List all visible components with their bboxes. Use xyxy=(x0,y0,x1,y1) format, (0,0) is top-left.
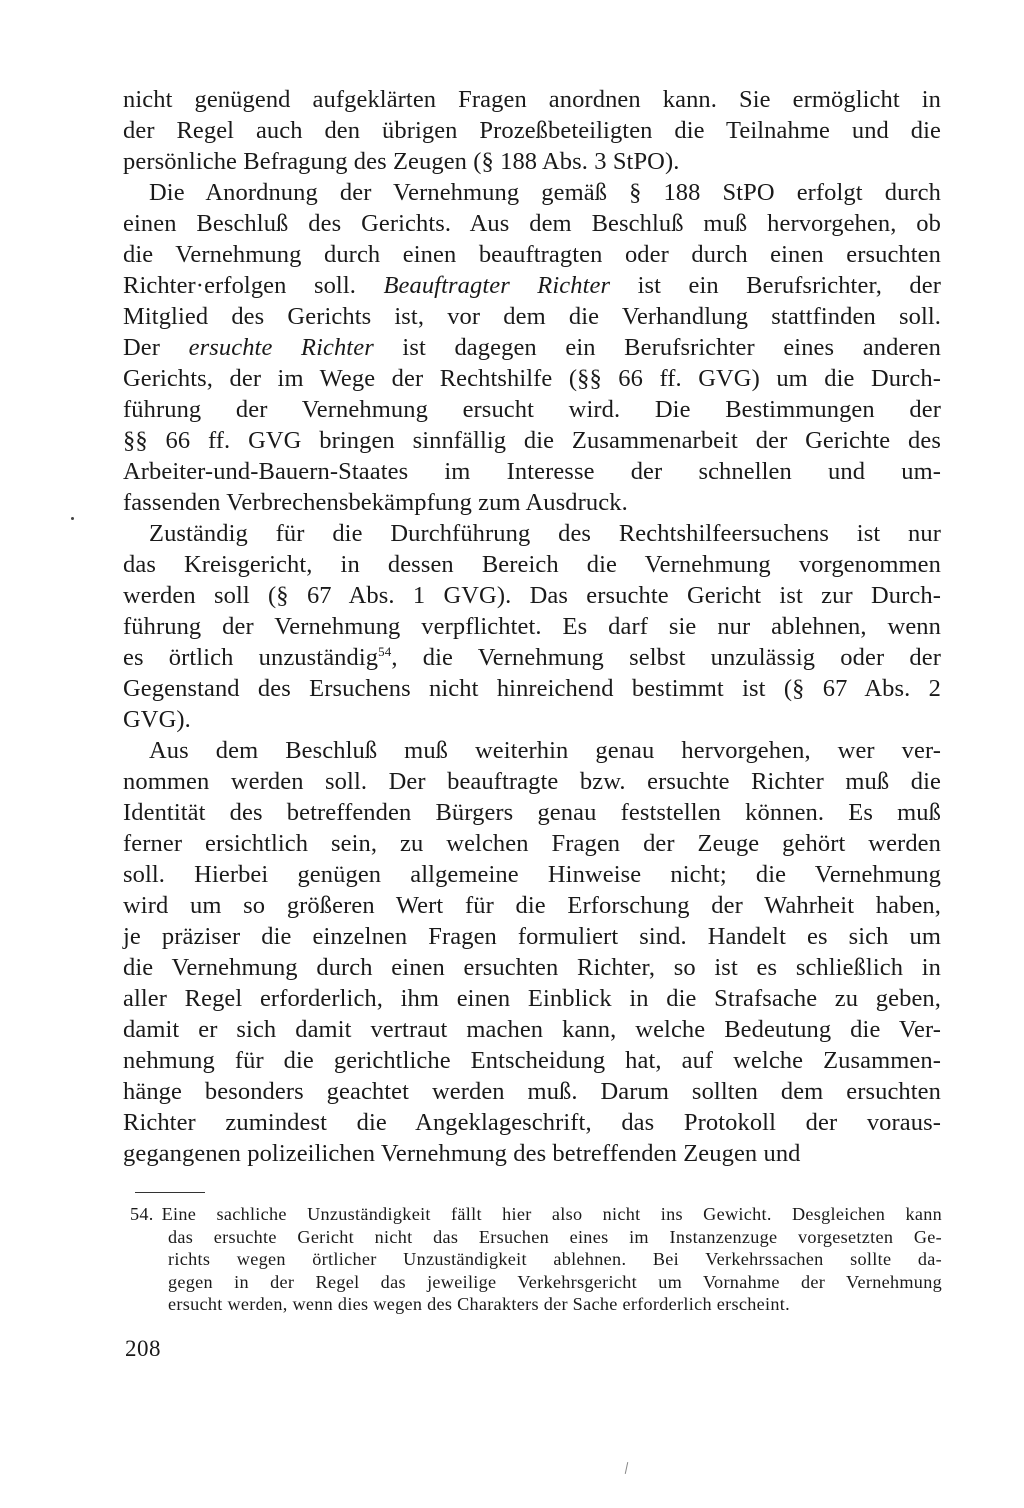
text-line: Richter·erfolgen soll. Beauftragter Richter ist ein Berufsrichter, der xyxy=(123,272,941,299)
text-line: aller Regel erforderlich, ihm einen Einblick in die Strafsache zu geben, xyxy=(123,985,941,1012)
text-line: Mitglied des Gerichts ist, vor dem die Verhandlung stattfinden soll. xyxy=(123,303,941,330)
text-line: Gegenstand des Ersuchens nicht hinreichend bestimmt ist (§ 67 Abs. 2 xyxy=(123,675,941,702)
footnote-line: richts wegen örtlicher Unzuständigkeit ablehnen. Bei Verkehrssachen sollte da- xyxy=(168,1249,942,1270)
text-line: Der ersuchte Richter ist dagegen ein Berufsrichter eines anderen xyxy=(123,334,941,361)
text-line: es örtlich unzuständig$^{54}$, die Vernehmung selbst unzulässig oder der xyxy=(123,644,941,671)
footnote-separator xyxy=(135,1192,205,1193)
footnote-reference: 54 xyxy=(378,644,392,659)
footnote-line: das ersuchte Gericht nicht das Ersuchen eines im Instanzenzuge vorgesetzten Ge- xyxy=(168,1226,942,1247)
footnote-number: 54. xyxy=(130,1204,154,1224)
text-line: werden soll (§ 67 Abs. 1 GVG). Das ersuchte Gericht ist zur Durch- xyxy=(123,582,941,609)
italic-term: ersuchte Richter xyxy=(188,334,374,361)
text-line: soll. Hierbei genügen allgemeine Hinweise nicht; die Vernehmung xyxy=(123,861,941,888)
text-line: persönliche Befragung des Zeugen (§ 188 Abs. 3 StPO). xyxy=(123,148,680,175)
paragraph xyxy=(123,177,941,518)
text-line: hänge besonders geachtet werden muß. Darum sollten dem ersuchten xyxy=(123,1078,941,1105)
text-line: führung der Vernehmung verpflichtet. Es darf sie nur ablehnen, wenn xyxy=(123,613,941,640)
text-line: die Vernehmung durch einen beauftragten oder durch einen ersuchten xyxy=(123,241,941,268)
paragraph xyxy=(123,735,941,1169)
text-line: Zuständig für die Durchführung des Rechtshilfeersuchens ist nur xyxy=(149,520,941,547)
text-line: wird um so größeren Wert für die Erforschung der Wahrheit haben, xyxy=(123,892,941,919)
text-line: je präziser die einzelnen Fragen formuliert sind. Handelt es sich um xyxy=(123,923,941,950)
body-text xyxy=(123,84,941,1169)
text-line: Aus dem Beschluß muß weiterhin genau hervorgehen, wer ver- xyxy=(149,737,941,764)
text-line: GVG). xyxy=(123,706,191,733)
text-line: nicht genügend aufgeklärten Fragen anordnen kann. Sie ermöglicht in xyxy=(123,86,941,113)
text-line: fassenden Verbrechensbekämpfung zum Ausdruck. xyxy=(123,489,628,516)
text-line: einen Beschluß des Gerichts. Aus dem Beschluß muß hervorgehen, ob xyxy=(123,210,941,237)
footnote-block xyxy=(130,1203,942,1316)
page-number: 208 xyxy=(125,1336,161,1361)
margin-dot-mark xyxy=(71,517,74,520)
paragraph xyxy=(123,84,941,177)
italic-term: Beauftragter Richter xyxy=(383,272,611,299)
footnote-line: gegen in der Regel das jeweilige Verkehrsgericht um Vornahme der Vernehmung xyxy=(168,1271,942,1292)
text-line: Richter zumindest die Angeklageschrift, das Protokoll der voraus- xyxy=(123,1109,941,1136)
stray-mark xyxy=(625,1462,629,1474)
footnote-line: ersucht werden, wenn dies wegen des Charakters der Sache erforderlich erscheint. xyxy=(168,1294,790,1315)
text-line: das Kreisgericht, in dessen Bereich die Vernehmung vorgenommen xyxy=(123,551,941,578)
footnote-line: 54. Eine sachliche Unzuständigkeit fällt hier also nicht ins Gewicht. Desgleichen kann xyxy=(130,1204,942,1224)
text-line: die Vernehmung durch einen ersuchten Richter, so ist es schließlich in xyxy=(123,954,941,981)
text-line: nehmung für die gerichtliche Entscheidung hat, auf welche Zusammen- xyxy=(123,1047,941,1074)
text-line: nommen werden soll. Der beauftragte bzw. ersuchte Richter muß die xyxy=(123,768,941,795)
text-line: §§ 66 ff. GVG bringen sinnfällig die Zusammenarbeit der Gerichte des xyxy=(123,427,941,454)
text-line: Gerichts, der im Wege der Rechtshilfe (§§ 66 ff. GVG) um die Durch- xyxy=(123,365,941,392)
text-line: der Regel auch den übrigen Prozeßbeteiligten die Teilnahme und die xyxy=(123,117,941,144)
text-line: Die Anordnung der Vernehmung gemäß § 188 StPO erfolgt durch xyxy=(149,179,941,206)
paragraph xyxy=(123,518,941,735)
text-line: Identität des betreffenden Bürgers genau feststellen können. Es muß xyxy=(123,799,941,826)
text-line: damit er sich damit vertraut machen kann, welche Bedeutung die Ver- xyxy=(123,1016,941,1043)
text-line: führung der Vernehmung ersucht wird. Die Bestimmungen der xyxy=(123,396,941,423)
text-line: gegangenen polizeilichen Vernehmung des betreffenden Zeugen und xyxy=(123,1140,801,1167)
text-line: Arbeiter-und-Bauern-Staates im Interesse der schnellen und um- xyxy=(123,458,941,485)
text-line: ferner ersichtlich sein, zu welchen Fragen der Zeuge gehört werden xyxy=(123,830,941,857)
